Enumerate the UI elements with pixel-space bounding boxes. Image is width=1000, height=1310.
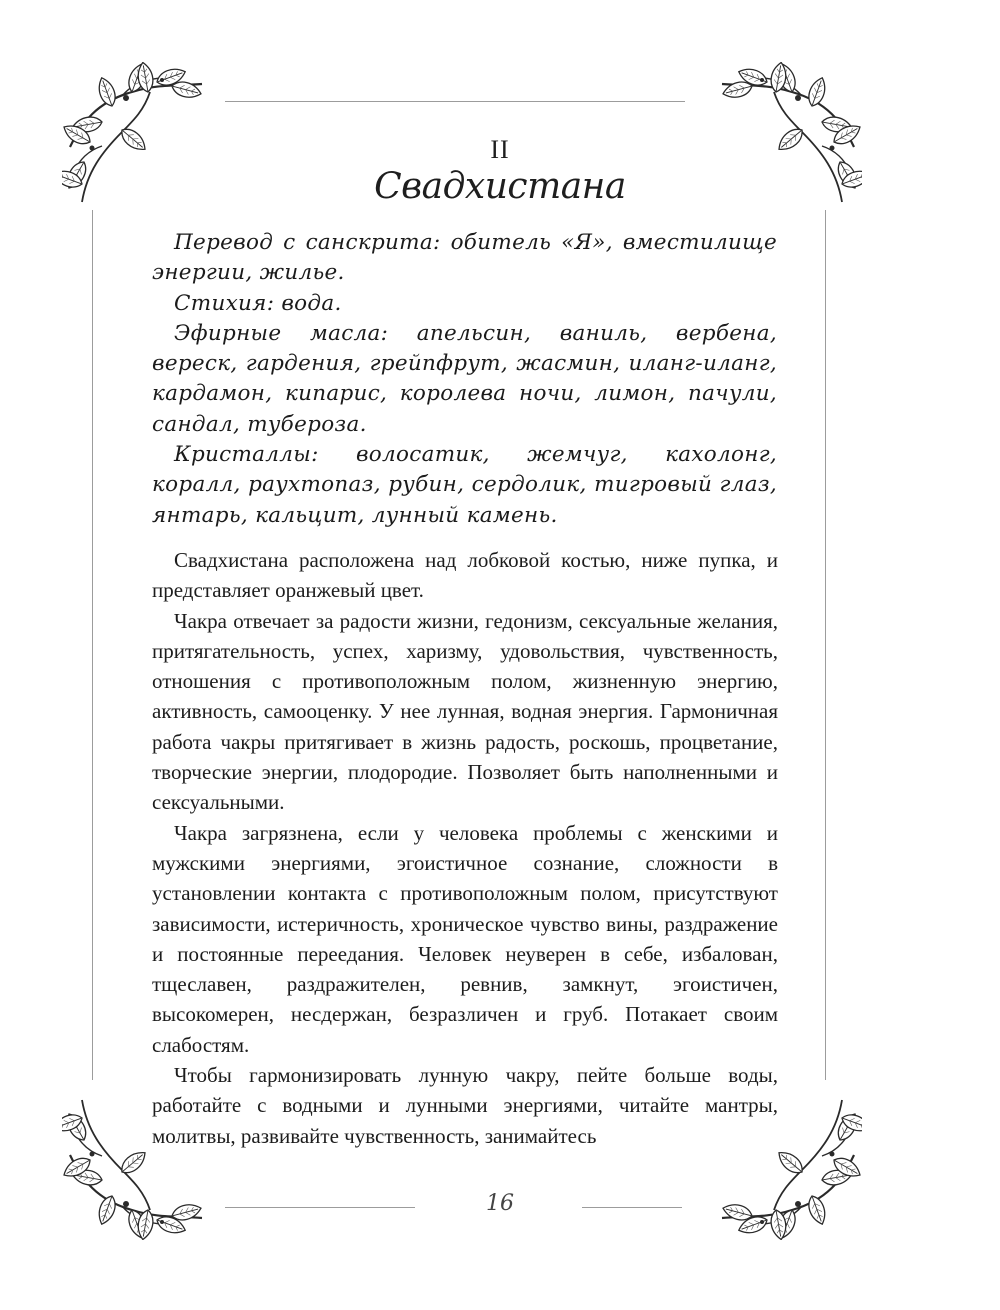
paragraph: Чакра загрязнена, если у человека проблемы с женскими и мужскими энергиями, эгоистичное сознание, сложности в установлении контакта с противоположным полом, присутствуют зависимости, истеричность, хроническое чувство вины, раздражение и постоянные переедания. Человек неуверен в себе, избалован, тщеславен, раздражителен, ревнив, замкнут, эгоистичен, высокомерен, несдержан, безразличен и груб. Потакает своим слабостям. — [152, 820, 778, 1057]
paragraph: Чтобы гармонизировать лунную чакру, пейте больше воды, работайте с водными и лунными энергиями, читайте мантры, молитвы, развивайте чувственность, занимайтесь — [152, 1063, 778, 1148]
paragraph: Свадхистана расположена над лобковой костью, ниже пупка, и представляет оранжевый цвет. — [152, 548, 778, 603]
body-text — [152, 545, 778, 1151]
chapter-title: Свадхистана — [374, 166, 626, 207]
frame-right-line — [825, 210, 826, 1080]
element-line: Стихия: вода. — [174, 290, 342, 316]
page-number: 16 — [486, 1191, 514, 1216]
chakra-attributes — [152, 228, 777, 531]
oils-line: Эфирные масла: апельсин, ваниль, вербена, вереск, гардения, грейпфрут, жасмин, иланг-иланг, кардамон, кипарис, королева ночи, лимон, пачули, сандал, тубероза. — [152, 320, 777, 437]
frame-top-line — [225, 101, 685, 102]
translation-line: Перевод с санскрита: обитель «Я», вместилище энергии, жилье. — [152, 230, 777, 286]
chapter-number: II — [490, 135, 510, 164]
paragraph: Чакра отвечает за радости жизни, гедонизм, сексуальные желания, притягательность, успех, харизму, удовольствия, чувственность, отношения с противоположным полом, жизненную энергию, активность, самооценку. У нее лунная, водная энергия. Гармоничная работа чакры притягивает в жизнь радость, роскошь, процветание, творческие энергии, плодородие. Позволяет быть наполненными и сексуальными. — [152, 608, 778, 815]
frame-left-line — [92, 210, 93, 1080]
crystals-line: Кристаллы: волосатик, жемчуг, кахолонг, коралл, раухтопаз, рубин, сердолик, тигровый глаз, янтарь, кальцит, лунный камень. — [152, 442, 777, 528]
